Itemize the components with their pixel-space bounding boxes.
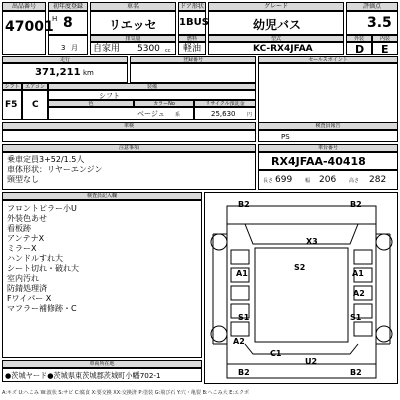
usage: 自家用 — [93, 44, 121, 54]
note-line-3: 頸型なし — [7, 175, 39, 184]
damage-label-s1-left: S1 — [238, 313, 250, 322]
body-type: 1BUS — [179, 17, 209, 28]
color-suffix: 系 — [175, 112, 181, 118]
displacement-header: 排気量 — [90, 35, 176, 42]
first-reg-year-cell — [48, 11, 88, 35]
registration-cell — [130, 63, 256, 83]
shift-sub-cell — [48, 90, 256, 100]
damage-label-x3: X3 — [306, 237, 318, 246]
car-name-cell — [90, 11, 176, 35]
inspector-item: マフラー補修跡・C — [7, 304, 77, 313]
car-name-header: 車名 — [90, 2, 176, 11]
location: ●茨城ヤード●茨城県東茨城郡茨城町小幡702-1 — [5, 371, 161, 380]
exterior-grade: D — [355, 43, 365, 56]
length-label: 長さ — [263, 178, 274, 184]
lot-no: 47001 — [5, 19, 54, 35]
month: 3 — [61, 44, 66, 52]
inspector-item: アンテナX — [7, 234, 45, 243]
damage-label-s2: S2 — [294, 263, 306, 272]
recycle-fee: 25,630 — [211, 110, 236, 118]
color-cell — [48, 107, 194, 120]
equipment-code: PS — [281, 133, 290, 141]
damage-label-a2: A2 — [353, 289, 365, 298]
grade: 幼児バス — [253, 18, 302, 32]
color-header: 色 — [48, 100, 134, 107]
inspector-item: ハンドルすれ大 — [7, 254, 63, 263]
month-unit: 月 — [71, 44, 78, 52]
sales-point-header: セールスポイント — [258, 56, 398, 63]
notes-cell — [2, 152, 256, 190]
damage-label-b2-bottom-left: B2 — [238, 368, 250, 377]
usage-displacement-cell — [90, 42, 176, 55]
interior-header: 内装 — [372, 35, 398, 42]
damage-label-a1-right: A1 — [352, 269, 364, 278]
damage-label-a2-bottom: A2 — [233, 337, 245, 346]
year: 8 — [63, 15, 73, 31]
rating-header: 評価点 — [346, 2, 398, 11]
damage-code-legend: A:キズ U:へこみ W:波状 S:サビ C:腐食 X:要交換 XX:交換済 P:塗装 G:飛び石 Y:穴・亀裂 B:へこみ大 E:エクボ — [2, 390, 250, 396]
shift-cell — [2, 90, 22, 120]
damage-label-b2-top-right: B2 — [350, 200, 362, 209]
damage-label-s1-right: S1 — [350, 313, 362, 322]
lot-no-header: 出品番号 — [2, 2, 46, 11]
shift-header: シフト — [2, 83, 22, 90]
aircon: C — [32, 100, 39, 110]
shift-sub: シフト — [99, 92, 120, 100]
caution-header: 注意事項 — [2, 144, 256, 152]
recycle-header: リサイクル預託金 — [194, 100, 256, 107]
mileage-header: 走行 — [2, 56, 128, 63]
recycle-cell — [194, 107, 256, 120]
aircon-header: エアコン — [22, 83, 48, 90]
width-label: 幅 — [305, 178, 311, 184]
shift: F5 — [5, 100, 18, 110]
fuel: 軽油 — [183, 44, 202, 54]
doors-header: ドア形状 — [178, 2, 206, 11]
interior-grade: E — [381, 43, 389, 56]
rating-cell — [346, 11, 398, 35]
width: 206 — [319, 175, 337, 185]
chassis-header: 車台番号 — [258, 144, 398, 152]
inspector-item: シート切れ・破れ大 — [7, 264, 79, 273]
color-name: ベージュ — [137, 110, 165, 118]
height-label: 高さ — [349, 178, 360, 184]
car-name: リエッセ — [109, 18, 157, 32]
length: 699 — [275, 175, 293, 185]
displacement: 5300 — [137, 44, 160, 54]
first-reg-header: 初年度登録 — [48, 2, 88, 11]
chassis-cell — [258, 152, 398, 170]
color-no-header: カラーNo — [134, 100, 194, 107]
mileage: 371,211 — [35, 67, 81, 78]
grade-cell — [208, 11, 344, 35]
grade-header: グレード — [208, 2, 344, 11]
dimensions-cell — [258, 170, 398, 190]
chassis-no: RX4JFAA-40418 — [271, 155, 366, 168]
inspector-item: ミラーX — [7, 244, 37, 253]
mileage-cell — [2, 63, 128, 83]
inspector-item: 防錆処理済 — [7, 284, 47, 293]
exterior-grade-cell — [346, 42, 372, 55]
exterior-header: 外装 — [346, 35, 372, 42]
cert-period-header: 車検 — [2, 122, 256, 130]
model-code: KC-RX4JFAA — [253, 44, 313, 54]
left-windows — [231, 250, 249, 336]
interior-grade-cell — [372, 42, 398, 55]
era: H — [52, 15, 58, 23]
recycle-unit: 円 — [247, 112, 253, 118]
sales-point-cell — [258, 63, 398, 123]
damage-label-a1-left: A1 — [236, 269, 248, 278]
fuel-header: 燃料 — [178, 35, 206, 42]
cert-period-cell — [2, 130, 256, 142]
vehicle-damage-diagram — [205, 194, 398, 384]
fuel-cell — [178, 42, 206, 55]
body-type-cell — [178, 11, 209, 35]
note-line-1: 乗車定員3+52/1.5人 — [7, 155, 85, 164]
inspector-notes-header: 検査員報告 — [258, 122, 398, 130]
inspector-item: 外装色あせ — [7, 214, 47, 223]
location-cell — [2, 368, 202, 382]
month-cell — [48, 35, 88, 55]
height: 282 — [369, 175, 387, 185]
aircon-cell — [22, 90, 48, 120]
equipment-header: 装備 — [48, 83, 256, 90]
rating: 3.5 — [367, 15, 392, 31]
inspector-item: Fワイパー X — [7, 294, 52, 303]
location-header: 車両所在地 — [2, 360, 202, 368]
note-line-2: 車体形状：リヤーエンジン — [7, 165, 103, 174]
inspector-item: 室内汚れ — [7, 274, 39, 283]
registration-header: 登録番号 — [130, 56, 256, 63]
inspector-item: 看板跡 — [7, 224, 31, 233]
windshield-outline — [245, 224, 358, 244]
rear-window-outline — [245, 344, 358, 354]
damage-label-b2-bottom-right: B2 — [350, 368, 362, 377]
damage-label-u2: U2 — [305, 357, 318, 366]
displacement-unit: cc — [165, 48, 171, 54]
model-code-cell — [208, 42, 344, 55]
model-header: 型式 — [208, 35, 344, 42]
equipment-code-cell — [258, 130, 398, 142]
mileage-unit: km — [83, 69, 94, 77]
damage-label-c1: C1 — [270, 349, 282, 358]
damage-label-b2-top-left: B2 — [238, 200, 250, 209]
inspector-item: フロントピラー小U — [7, 204, 77, 213]
inspector-entry-cell — [2, 200, 202, 358]
inspector-entry-header: 検査員記入欄 — [2, 192, 202, 200]
lot-no-cell — [2, 11, 54, 55]
